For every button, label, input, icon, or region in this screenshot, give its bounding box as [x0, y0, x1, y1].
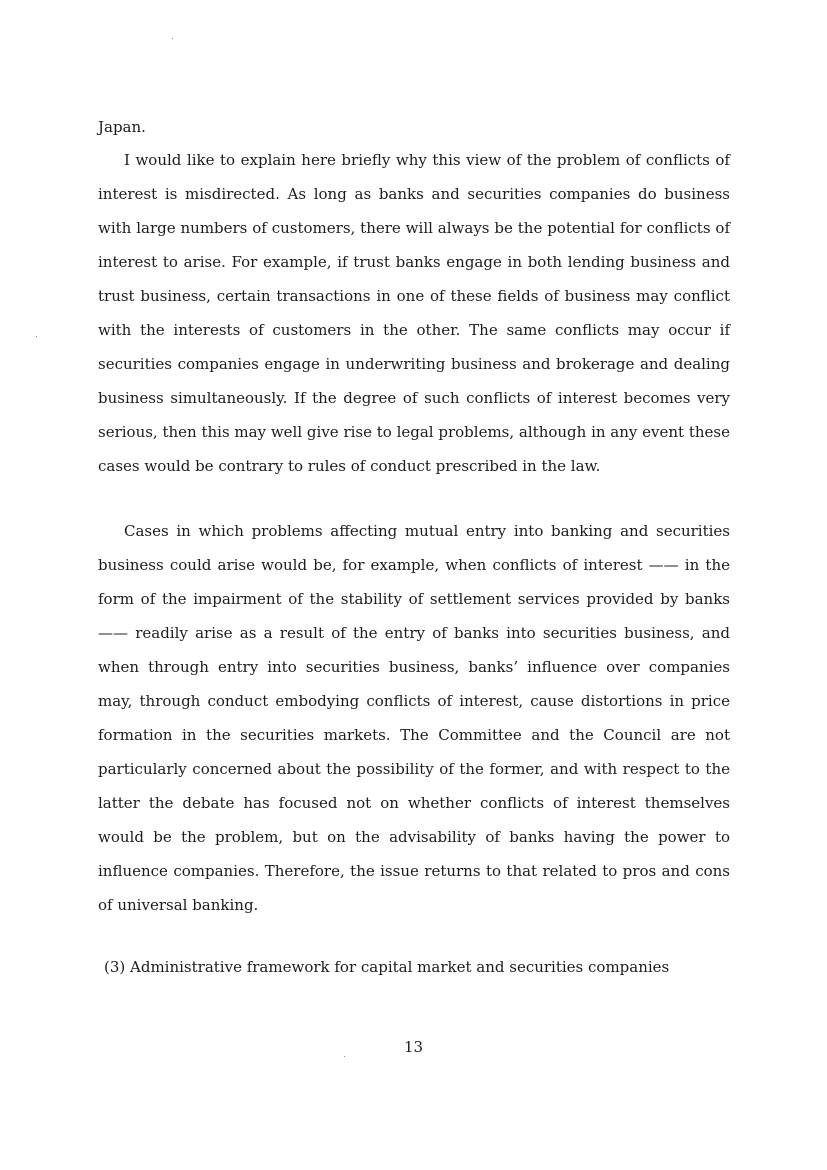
page-number: 13 [403, 1038, 424, 1056]
paragraph-conflicts-of-interest: I would like to explain here briefly why this view of the problem of conflicts of interest is misdirected. As long as banks and securities companies do business with large numbers of customers, there will always be the potential for conflicts of interest to arise. For example, if trust banks engage in both lending business and trust business, certain transactions in one of these fields of business may conflict with the interests of customers in the other. The same conflicts may occur if securities companies engage in underwriting business and brokerage and dealing business simultaneously. If the degree of such conflicts of interest becomes very serious, then this may well give rise to legal problems, although in any event these cases would be contrary to rules of conduct prescribed in the law. [98, 151, 730, 475]
section-heading: (3) Administrative framework for capital market and securities companies [104, 958, 670, 976]
scan-speck [172, 38, 173, 39]
continuation-text: Japan. [98, 118, 146, 136]
paragraph-mutual-entry: Cases in which problems affecting mutual entry into banking and securities business could arise would be, for example, when conflicts of interest —— in the form of the impairment of the stability of settlement services provided by banks —— readily arise as a result of the entry of banks into securities business, and when through entry into securities business, banks’ influence over companies may, through conduct embodying conflicts of interest, cause distortions in price formation in the securities markets. The Committee and the Council are not particularly concerned about the possibility of the former, and with respect to the latter the debate has focused not on whether conflicts of interest themselves would be the problem, but on the advisability of banks having the power to influence companies. Therefore, the issue returns to that related to pros and cons of universal banking. [98, 522, 730, 914]
scan-speck [36, 336, 37, 337]
